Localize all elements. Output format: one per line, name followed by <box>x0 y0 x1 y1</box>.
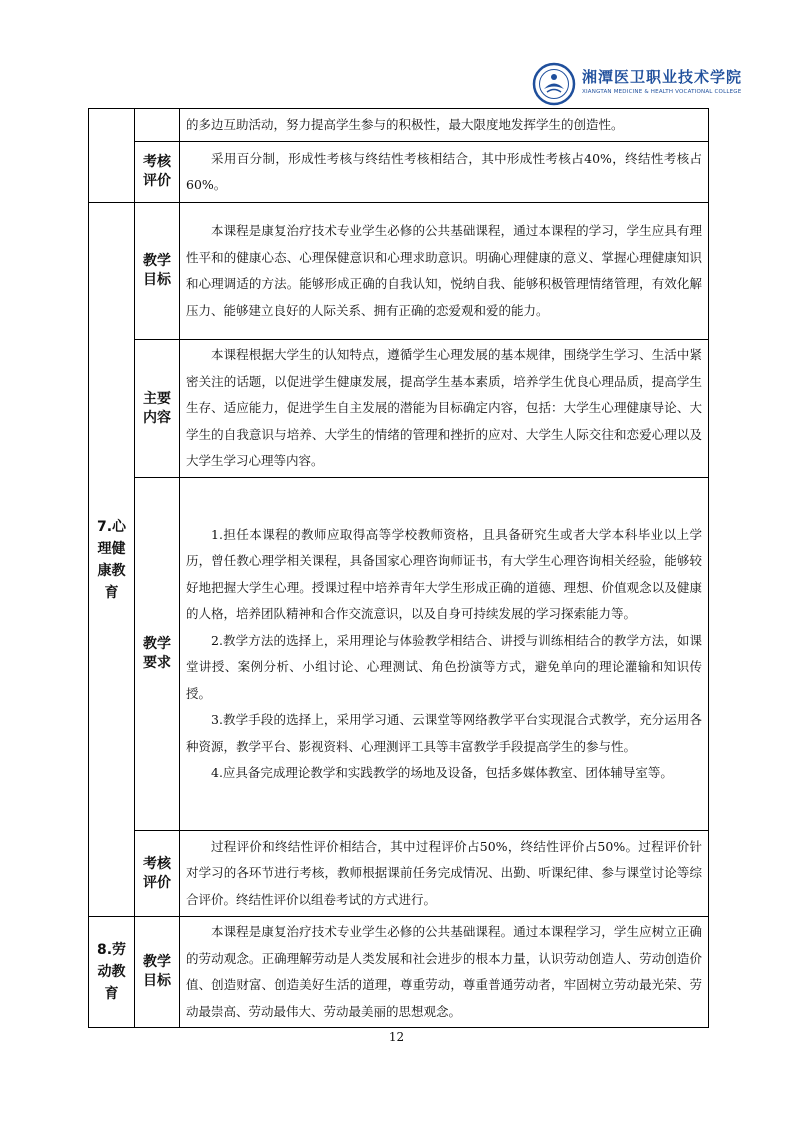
logo-chinese-name: 湘潭医卫职业技术学院 <box>582 68 743 86</box>
content-text: 本课程根据大学生的认知特点，遵循学生心理发展的基本规律，围绕学生学习、生活中紧密关注的话题，以促进学生健康发展，提高学生基本素质，培养学生优良心理品质，提高学生生存、适应能力，促进学生自主发展的潜能为目标确定内容，包括：大学生心理健康导论、大学生的自我意识与培养、大学生的情绪的管理和挫折的应对、大学生人际交往和恋爱心理以及大学生学习心理等内容。 <box>186 347 702 469</box>
table-row <box>89 831 709 917</box>
methods-content-cell <box>180 109 709 142</box>
table-row <box>89 142 709 203</box>
assess-text: 过程评价和终结性评价相结合，其中过程评价占50%，终结性评价占50%。过程评价针对学习的各环节进行考核，教师根据课前任务完成情况、出勤、听课纪律、参与课堂讨论等综合评价。终结性评价以组卷考试的方式进行。 <box>186 838 702 907</box>
course-table <box>88 108 709 1028</box>
goal-text: 本课程是康复治疗技术专业学生必修的公共基础课程，通过本课程的学习，学生应具有理性平和的健康心态、心理保健意识和心理求助意识。明确心理健康的意义、掌握心理健康知识和心理调适的方法。能够形成正确的自我认知，悦纳自我、能够积极管理情绪管理，有效化解压力、能够建立良好的人际关系、拥有正确的恋爱观和爱的能力。 <box>186 223 702 318</box>
content-content-cell <box>180 340 709 478</box>
table-row <box>89 203 709 340</box>
logo-english-name: XIANGTAN MEDICINE & HEALTH VOCATIONAL COLLEGE <box>582 89 742 95</box>
requirements-label: 教学要求 <box>135 478 180 831</box>
label-cell-empty <box>135 109 180 142</box>
page-number: 12 <box>388 1030 405 1044</box>
assess-label: 考核评价 <box>135 831 180 917</box>
goal-content-cell <box>180 203 709 340</box>
table-row <box>89 917 709 1028</box>
table-row <box>89 478 709 831</box>
assessment-label: 考核评价 <box>135 142 180 203</box>
table-row <box>89 109 709 142</box>
assessment-text: 采用百分制，形成性考核与终结性考核相结合，其中形成性考核占40%，终结性考核占60%。 <box>186 150 702 192</box>
table-row <box>89 340 709 478</box>
course-name-psychology: 7.心理健康教育 <box>89 203 135 917</box>
requirement-4-text: 4.应具备完成理论教学和实践教学的场地及设备，包括多媒体教室、团体辅导室等。 <box>211 765 673 780</box>
college-logo <box>532 62 743 106</box>
course-name-cell-prev <box>89 109 135 203</box>
assessment-content-cell <box>180 142 709 203</box>
labor-goal-content-cell <box>180 917 709 1028</box>
college-emblem-icon <box>532 62 576 106</box>
requirements-content-cell <box>180 478 709 831</box>
methods-tail-text: 的多边互助活动，努力提高学生参与的积极性，最大限度地发挥学生的创造性。 <box>186 116 624 132</box>
labor-goal-label: 教学目标 <box>135 917 180 1028</box>
labor-goal-text: 本课程是康复治疗技术专业学生必修的公共基础课程。通过本课程学习，学生应树立正确的劳动观念。正确理解劳动是人类发展和社会进步的根本力量，认识劳动创造人、劳动创造价值、创造财富、创造美好生活的道理，尊重劳动，尊重普通劳动者，牢固树立劳动最光荣、劳动最崇高、劳动最伟大、劳动最美丽的思想观念。 <box>186 924 702 1019</box>
requirement-2-text: 2.教学方法的选择上，采用理论与体验教学相结合、讲授与训练相结合的教学方法，如课堂讲授、案例分析、小组讨论、心理测试、角色扮演等方式，避免单向的理论灌输和知识传授。 <box>186 632 702 701</box>
requirement-1-text: 1.担任本课程的教师应取得高等学校教师资格，且具备研究生或者大学本科毕业以上学历，曾任教心理学相关课程，具备国家心理咨询师证书，有大学生心理咨询相关经验，能够较好地把握大学生心理。授课过程中培养青年大学生形成正确的道德、理想、价值观念以及健康的人格，培养团队精神和合作交流意识，以及自身可持续发展的学习探索能力等。 <box>186 526 702 621</box>
course-name-labor: 8.劳动教育 <box>89 917 135 1028</box>
requirement-3-text: 3.教学手段的选择上，采用学习通、云课堂等网络教学平台实现混合式教学，充分运用各种资源，教学平台、影视资料、心理测评工具等丰富教学手段提高学生的参与性。 <box>186 712 702 754</box>
assess-content-cell <box>180 831 709 917</box>
content-label: 主要内容 <box>135 340 180 478</box>
goal-label: 教学目标 <box>135 203 180 340</box>
